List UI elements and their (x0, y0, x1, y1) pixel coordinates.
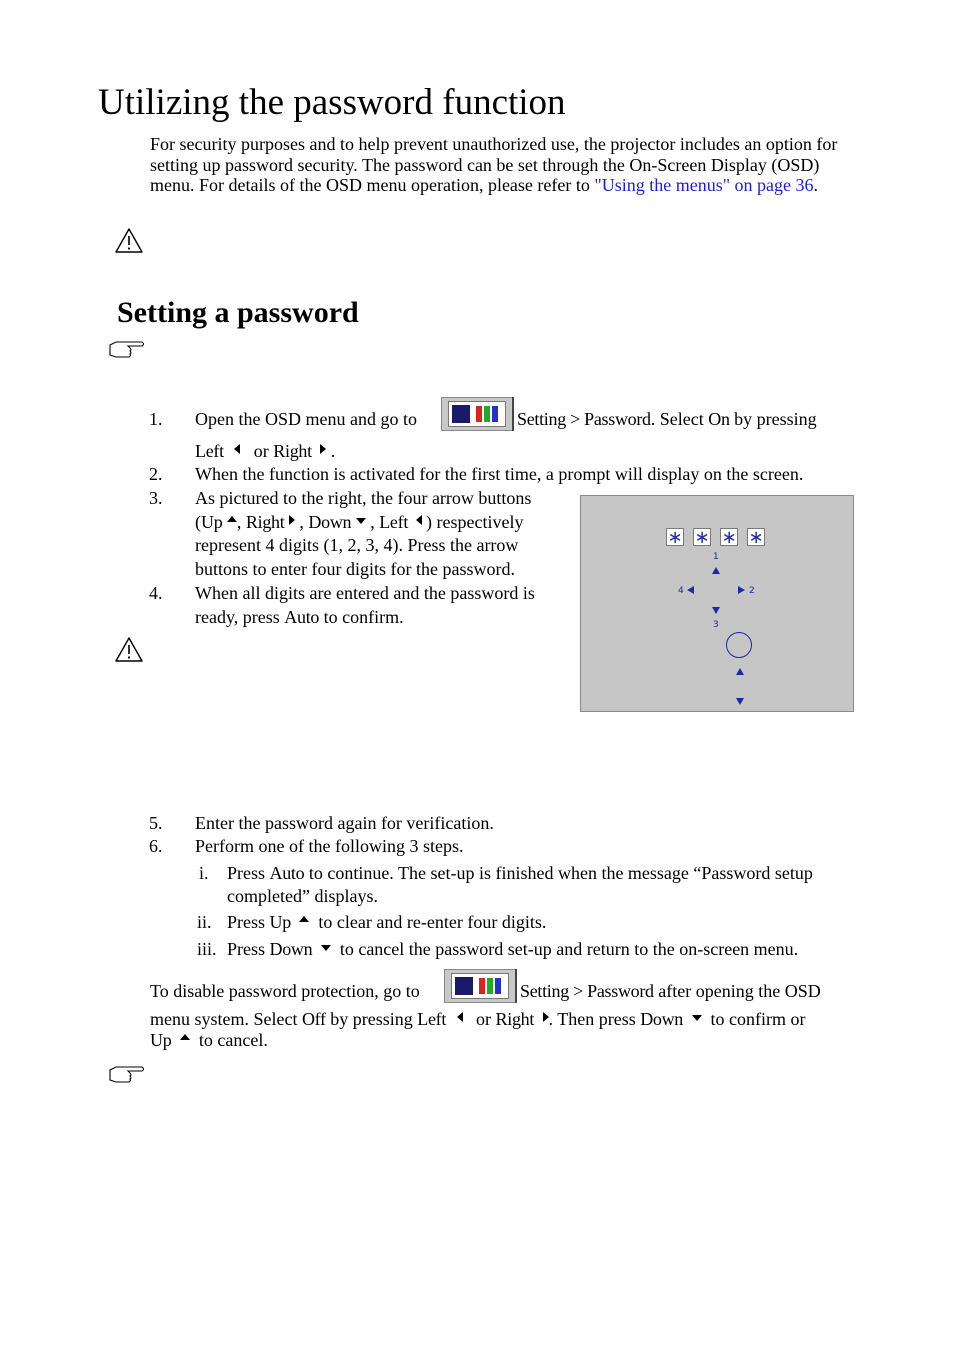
disable-line1-b (520, 979, 821, 1003)
up-arrow-icon (227, 516, 237, 522)
warning-icon (114, 636, 144, 663)
setting-password-label: Setting > Password (517, 409, 651, 429)
warning-icon (114, 227, 144, 254)
up-key-label: Up (201, 512, 223, 532)
substep-iii-number: iii. (197, 939, 217, 959)
step-1-line2 (195, 439, 335, 463)
substep-ii-text (227, 910, 546, 934)
right-key-label: Right (495, 1009, 535, 1029)
up-key-label: Up (269, 912, 291, 932)
digit-mask-1: ∗ (667, 527, 683, 548)
step-1-text (195, 407, 417, 431)
step-6-number: 6. (149, 836, 163, 856)
digit-mask-3: ∗ (721, 527, 737, 548)
substep-i-line2: completed” displays. (227, 886, 378, 906)
digit-label-2: 2 (749, 586, 755, 596)
setting-menu-icon (441, 397, 513, 431)
disable-line3 (150, 1028, 268, 1052)
disable-then: . Then press (548, 1009, 641, 1029)
step-1-end: . (330, 441, 336, 461)
menus-link[interactable]: "Using the menus" on page 36 (594, 175, 814, 195)
left-arrow-icon (416, 515, 422, 525)
pointing-hand-icon (108, 1064, 146, 1086)
disable-select: menu system. Select (150, 1009, 302, 1029)
right-arrow-icon (543, 1012, 549, 1022)
intro-text: For security purposes and to help prevent unauthorized use, the projector includes an option for setting up password security. The password can be set through the On-Screen Display (OSD) menu. For details of the OSD menu operation, please refer to (150, 134, 838, 195)
substep-iii-text (227, 937, 798, 961)
step-4-line1: When all digits are entered and the password is (195, 583, 535, 603)
right-arrow-icon (320, 444, 326, 454)
up-arrow-icon (299, 916, 309, 922)
auto-button-icon (726, 632, 752, 658)
page-title: Utilizing the password function (98, 82, 566, 123)
intro-paragraph (150, 134, 840, 196)
setting-menu-icon (444, 969, 516, 1003)
section-title: Setting a password (117, 296, 359, 329)
up-key-label: Up (150, 1030, 172, 1050)
left-key-label: Left (379, 512, 409, 532)
left-arrow-icon (234, 444, 240, 454)
right-key-label: Right (273, 441, 312, 461)
right-arrow-icon (738, 586, 745, 594)
down-arrow-icon (692, 1015, 702, 1021)
digit-mask-4: ∗ (748, 527, 764, 548)
step-3-tail: ) respectively (426, 512, 524, 532)
comma: , (299, 512, 304, 532)
step-6-text: Perform one of the following 3 steps. (195, 836, 464, 856)
pointing-hand-icon (108, 339, 146, 361)
digit-mask-2: ∗ (694, 527, 710, 548)
step-1-text-a: Open the OSD menu and go to (195, 409, 417, 429)
step-5-text: Enter the password again for verification. (195, 813, 494, 833)
step-4-number: 4. (149, 583, 163, 603)
up-arrow-icon (180, 1034, 190, 1040)
or-text: or (253, 441, 269, 461)
left-arrow-icon (687, 586, 694, 594)
down-key-label: Down (308, 512, 352, 532)
substep-iii-press: Press (227, 939, 270, 959)
disable-line1-a: To disable password protection, go to (150, 981, 420, 1001)
disable-pressing: by pressing (325, 1009, 418, 1029)
step-3-number: 3. (149, 488, 163, 508)
step-3-line4: buttons to enter four digits for the password. (195, 559, 515, 579)
disable-cancel: to cancel. (198, 1030, 268, 1050)
off-label: Off (301, 1009, 326, 1029)
disable-after: after opening the OSD (653, 981, 821, 1001)
down-key-label: Down (269, 939, 313, 959)
step-5-number: 5. (149, 813, 163, 833)
substep-i-press: Press (227, 863, 270, 883)
digit-label-4: 4 (678, 586, 684, 596)
digit-label-1: 1 (713, 552, 719, 562)
substep-iii-cancel: to cancel the password set-up and return to the on-screen menu. (339, 939, 799, 959)
step-4-confirm: to confirm. (319, 607, 404, 627)
step-3-open: ( (195, 512, 201, 532)
down-arrow-icon (736, 698, 744, 705)
step-1-text-b (517, 407, 817, 431)
down-arrow-icon (321, 945, 331, 951)
disable-confirm: to confirm or (710, 1009, 806, 1029)
password-prompt-screenshot (580, 495, 854, 712)
down-key-label: Down (640, 1009, 684, 1029)
substep-ii-clear: to clear and re-enter four digits. (318, 912, 547, 932)
step-4-line2 (195, 605, 404, 629)
down-arrow-icon (356, 518, 366, 524)
substep-i-number: i. (199, 863, 209, 883)
on-label: On (708, 409, 730, 429)
or-text: or (476, 1009, 492, 1029)
step-3-line3: represent 4 digits (1, 2, 3, 4). Press the arrow (195, 535, 519, 555)
right-key-label: Right (245, 512, 285, 532)
setting-password-label: Setting > Password (520, 981, 654, 1001)
up-arrow-icon (736, 668, 744, 675)
step-1-number: 1. (149, 409, 163, 429)
down-arrow-icon (712, 607, 720, 614)
substep-i-line1 (227, 861, 813, 885)
step-1-select: . Select (650, 409, 709, 429)
substep-ii-press: Press (227, 912, 270, 932)
auto-key-label: Auto (284, 607, 320, 627)
step-2-text: When the function is activated for the first time, a prompt will display on the screen. (195, 464, 804, 484)
step-3-line2 (195, 510, 523, 534)
digit-label-3: 3 (713, 620, 719, 630)
intro-end: . (813, 175, 819, 195)
comma: , (236, 512, 242, 532)
left-arrow-icon (457, 1012, 463, 1022)
step-1-pressing: by pressing (729, 409, 817, 429)
left-key-label: Left (195, 441, 224, 461)
right-arrow-icon (289, 515, 295, 525)
step-3-line1: As pictured to the right, the four arrow buttons (195, 488, 532, 508)
left-key-label: Left (417, 1009, 447, 1029)
step-4-press: ready, press (195, 607, 285, 627)
step-2-number: 2. (149, 464, 163, 484)
comma: , (370, 512, 375, 532)
substep-ii-number: ii. (197, 912, 212, 932)
substep-i-continue: to continue. The set-up is finished when the message “Password setup (304, 863, 813, 883)
up-arrow-icon (712, 567, 720, 574)
auto-key-label: Auto (269, 863, 305, 883)
